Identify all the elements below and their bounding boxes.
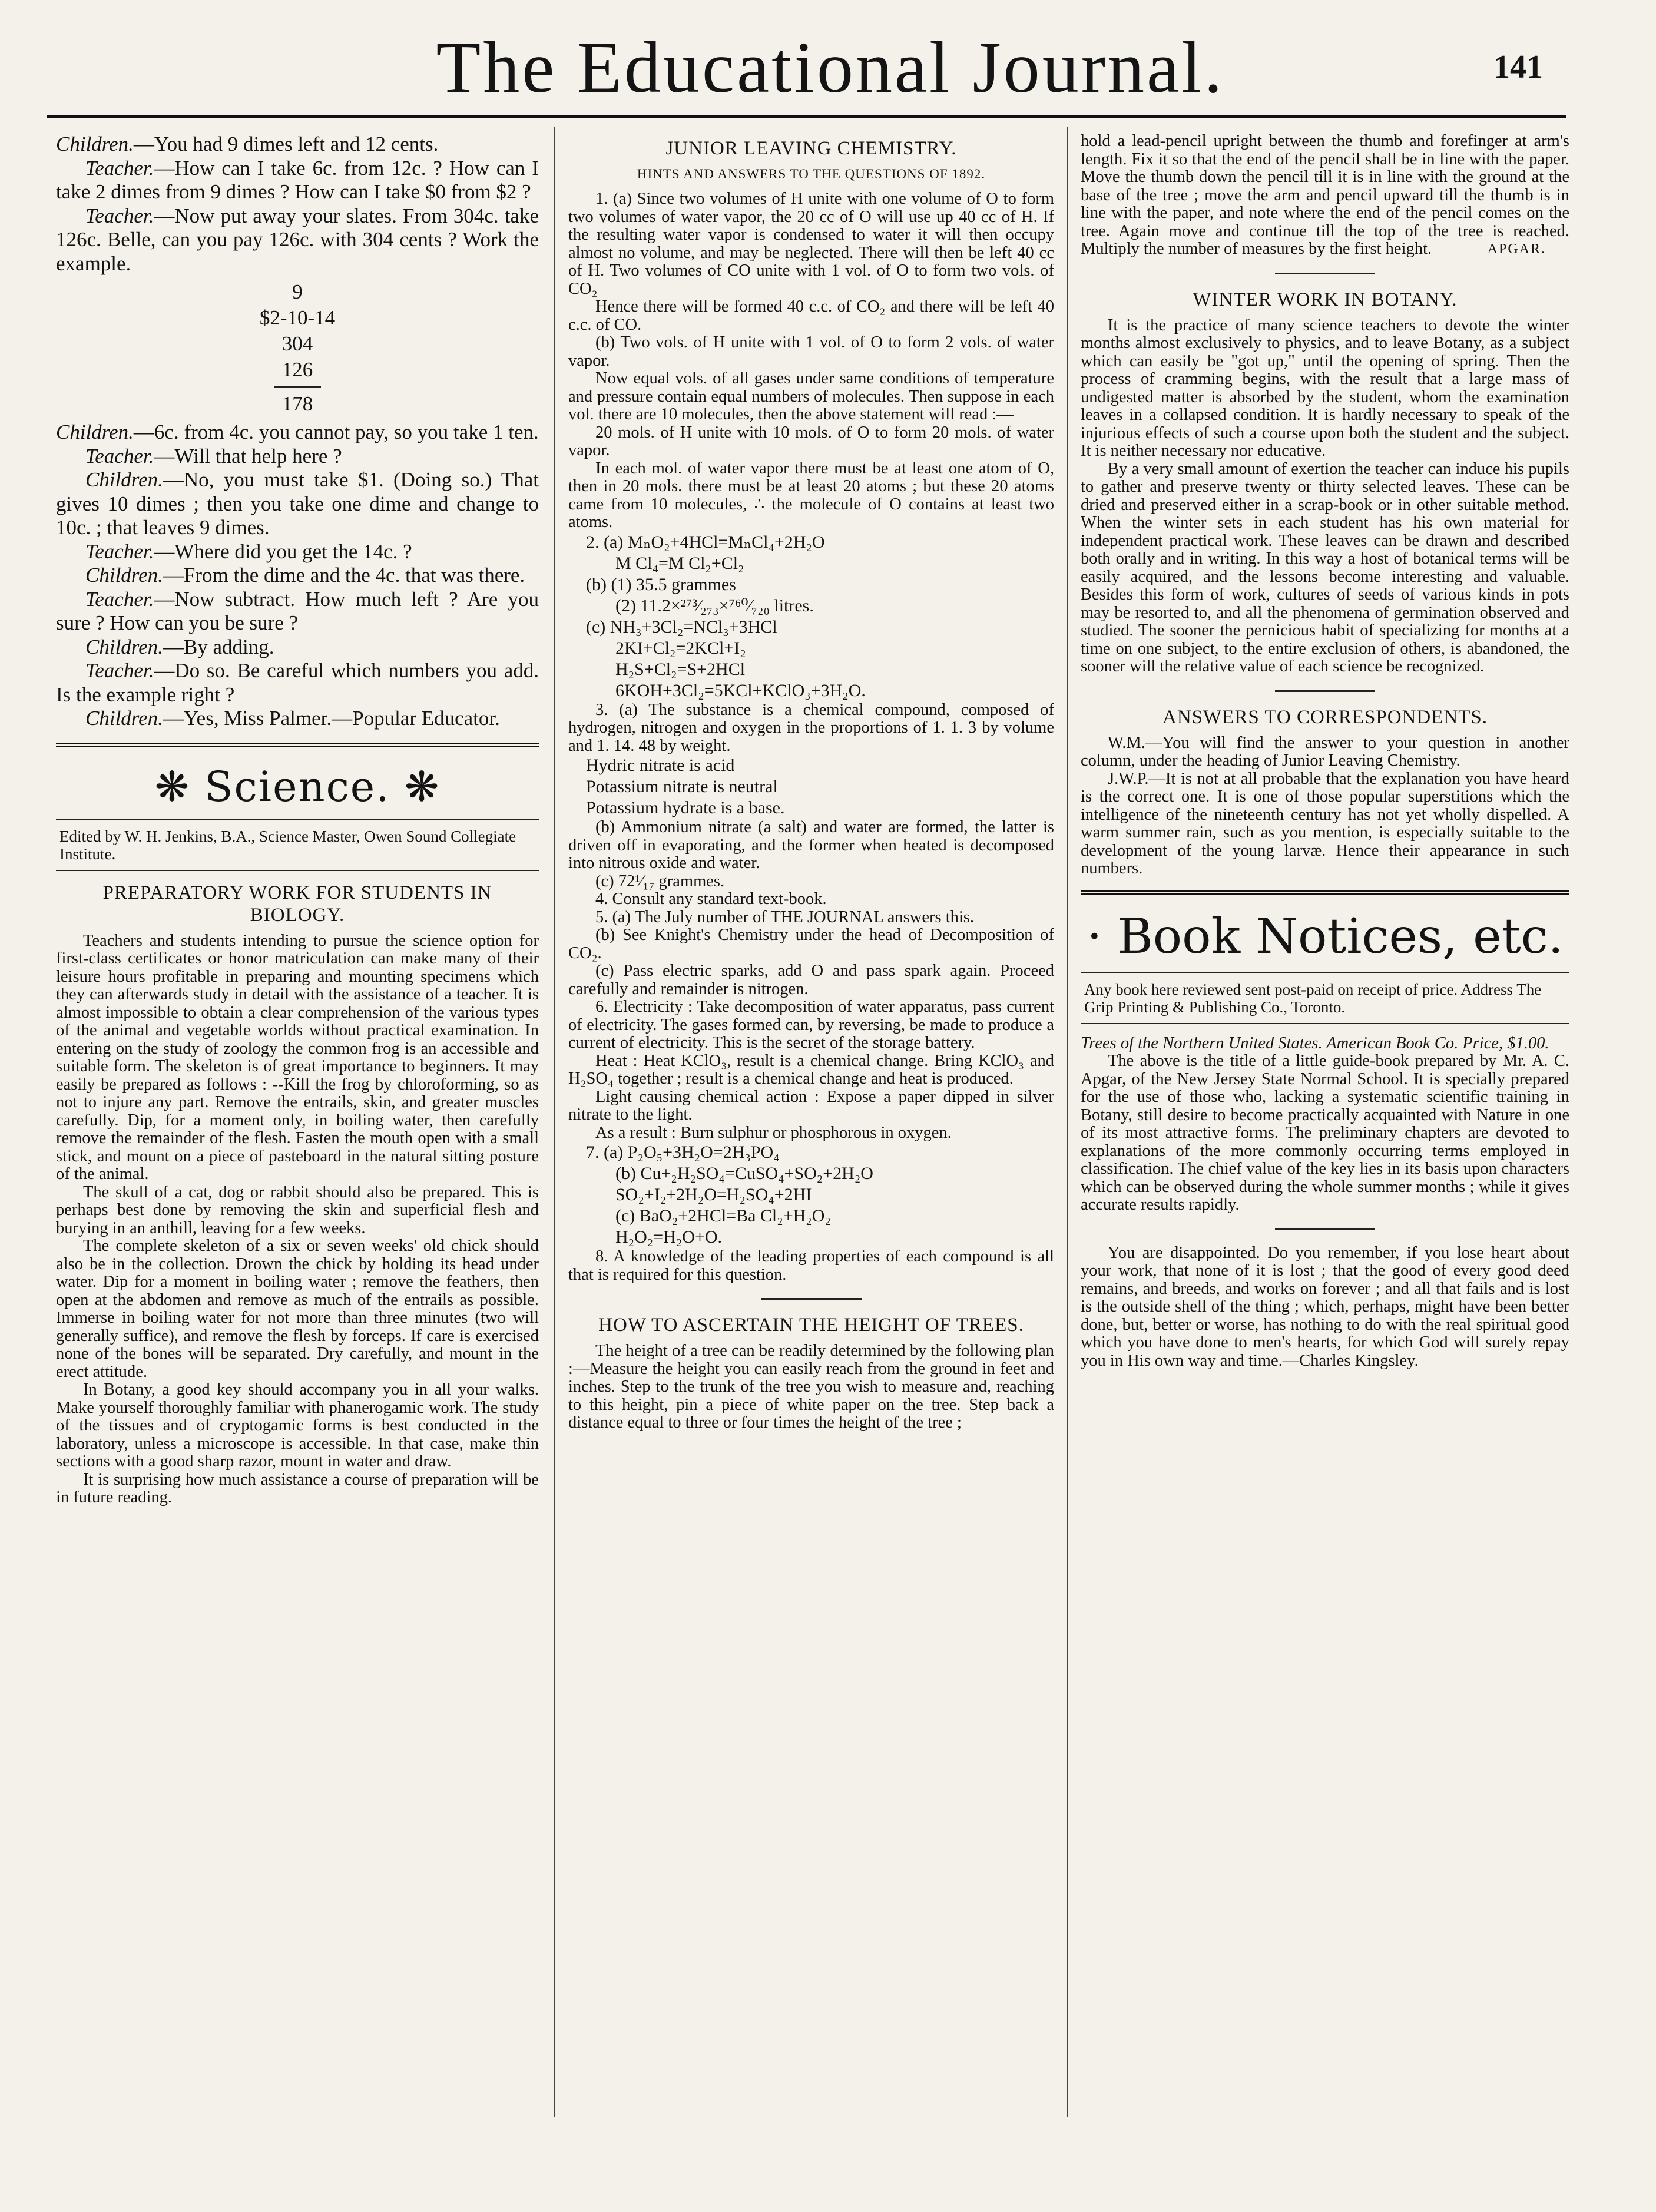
arithmetic-dialogue	[56, 133, 539, 276]
quote-block	[1081, 1244, 1569, 1370]
quote: You are disappointed. Do you remember, if you lose heart about your work, that none of it is lost ; that the good of every good deed remains, and breeds, and works on forever ; and all that fails and is lost is the outside shell of the thing ; which, perhaps, might have been better done, but, better or worse, has nothing to do with the real spiritual good which you have done to men's hearts, for which God will surely repay you in His own way and time.—Charles Kingsley.	[1081, 1243, 1569, 1370]
divider	[761, 1298, 862, 1300]
article-title: ANSWERS TO CORRESPONDENTS.	[1162, 706, 1488, 728]
paragraph: Light causing chemical action : Expose a paper dipped in silver nitrate to the light.	[568, 1087, 1054, 1124]
paragraph: It is the practice of many science teachers to devote the winter months almost exclusively to physics, and to leave Botany, as a subject which can easily be "got up," until the opening of spring. Then the process of cramming begins, with the result that a large mass of undigested matter is absorbed by the student, whom the examination leaves in a collapsed condition. It is hardly necessary to speak of the injurious effects of such a course upon both the student and the subject. It is neither necessary nor educative.	[1081, 316, 1569, 460]
paragraph: It is surprising how much assistance a course of preparation will be in future reading.	[56, 1470, 539, 1506]
trees-article-continued	[1081, 133, 1569, 259]
dialogue-line: Teacher.—Where did you get the 14c. ?	[85, 539, 412, 563]
equation: (b) (1) 35.5 grammes	[586, 574, 736, 594]
biology-article	[56, 932, 539, 1507]
equation: (c) BaO₂+2HCl=Ba Cl₂+H₂O₂	[615, 1206, 831, 1226]
science-section-header: ❋ Science. ❋	[154, 762, 441, 811]
botany-article	[1081, 317, 1569, 676]
paragraph: (b) Two vols. of H unite with 1 vol. of O to form 2 vols. of water vapor.	[568, 333, 1054, 370]
dialogue-line: Children.—You had 9 dimes left and 12 cents.	[56, 133, 439, 155]
dialogue-line: Teacher.—Will that help here ?	[85, 444, 342, 468]
paragraph: In each mol. of water vapor there must be at least one atom of O, then in 20 mols. there must be at least 20 atoms ; but these 20 atoms came from 10 molecules, ∴ the molecule of O contains at least two atoms.	[568, 459, 1054, 531]
paragraph: 6. Electricity : Take decomposition of water apparatus, pass current of electricity. The gases formed can, by reversing, be made to produce a current of electricity. This is the secret of the storage battery.	[568, 998, 1054, 1052]
equation: M Cl₄=M Cl₂+Cl₂	[615, 553, 744, 573]
dialogue-line: Teacher.—Now put away your slates. From 304c. take 126c. Belle, can you pay 126c. with 304 cents ? Work the example.	[56, 204, 539, 275]
divider	[1275, 1228, 1375, 1230]
book-notices-header: · Book Notices, etc.	[1087, 908, 1564, 965]
dialogue-line: Teacher.—Do so. Be careful which numbers you add. Is the example right ?	[56, 659, 539, 706]
paragraph: The complete skeleton of a six or seven weeks' old chick should also be in the collection. Drown the chick by holding its head under water. Dip for a moment in boiling water ; remove the feathers, then open at the abdomen and remove as much of the entrails as possible. Immerse in boiling water for not more than three minutes (two will generally suffice), and remove the flesh by forceps. If care is exercised none of the bones will be separated. Dry carefully, and mount in the erect attitude.	[56, 1237, 539, 1381]
article-title: HOW TO ASCERTAIN THE HEIGHT OF TREES.	[598, 1314, 1024, 1336]
journal-title: The Educational Journal.	[436, 27, 1225, 108]
paragraph: (b) Ammonium nitrate (a salt) and water are formed, the latter is driven off in evaporating, and the former when heated is decomposed into nitrous oxide and water.	[568, 818, 1054, 872]
paragraph: Hydric nitrate is acid	[586, 756, 735, 775]
equation: 2. (a) MₙO₂+4HCl=MₙCl₄+2H₂O	[586, 532, 825, 552]
dialogue-line: Children.—Yes, Miss Palmer.—Popular Educator.	[85, 707, 500, 730]
paragraph: Potassium hydrate is a base.	[586, 798, 785, 817]
dialogue-line: Children.—No, you must take $1. (Doing so.) That gives 10 dimes ; then you take one dime and change to 10c. ; that leaves 9 dimes.	[56, 468, 539, 539]
paragraph: 1. (a) Since two volumes of H unite with one volume of O to form two volumes of water vapor, the 20 cc of O will use up 40 cc of H. If the resulting water vapor is condensed to water it will then occupy almost no volume, and may be neglected. There will then be left 40 cc of H. Two volumes of CO unite with 1 vol. of O to form two vols. of CO₂	[568, 190, 1054, 298]
dialogue-line: Teacher.—Now subtract. How much left ? Are you sure ? How can you be sure ?	[56, 587, 539, 634]
column-1	[56, 133, 539, 1507]
arithmetic-dialogue-continued	[56, 420, 539, 731]
dialogue-line: Teacher.—How can I take 6c. from 12c. ? How can I take 2 dimes from 9 dimes ? How can I take $0 from $2 ?	[56, 156, 539, 203]
paragraph: J.W.P.—It is not at all probable that the explanation you have heard is the correct one. It is one of those popular superstitions which the intelligence of the nineteenth century has not yet wholly dispelled. A warm summer rain, such as you mention, is especially suitable to the development of the young larvæ. Hence their appearance in such numbers.	[1081, 769, 1569, 877]
column-3	[1081, 133, 1569, 1370]
divider	[1275, 690, 1375, 692]
article-title: WINTER WORK IN BOTANY.	[1193, 289, 1458, 310]
header-rule	[47, 115, 1566, 118]
chemistry-article	[568, 190, 1054, 1284]
paragraph: 20 mols. of H unite with 10 mols. of O to form 20 mols. of water vapor.	[568, 423, 1054, 459]
subtraction-example: 9 $2-10-14 304 126 178	[259, 280, 336, 415]
paragraph: Now equal vols. of all gases under same conditions of temperature and pressure contain equal numbers of molecules. Then suppose in each vol. there are 10 molecules, then the above statement will read :—	[568, 369, 1054, 423]
equation: (2) 11.2×²⁷³⁄₂₇₃×⁷⁶⁰⁄₇₂₀ litres.	[615, 595, 814, 615]
book-title: Trees of the Northern United States. American Book Co. Price, $1.00.	[1081, 1034, 1549, 1052]
equation: 2KI+Cl₂=2KCl+I₂	[615, 638, 746, 658]
paragraph: By a very small amount of exertion the teacher can induce his pupils to gather and preserve twenty or thirty selected leaves. These can be dried and preserved either in a scrap-book or in other suitable method. When the winter sets in each student has his own material for independent practical work. These leaves can be drawn and described both orally and in writing. In this way a host of botanical terms will be easily acquired, and the lessons become interesting and valuable. Besides this form of work, cultures of seeds of various kinds in pots may be resorted to, and all the phenomena of germination observed and studied. The sooner the pernicious habit of specializing for months at a time on one subject, to the entire exclusion of others, is abandoned, the sooner will the relative value of each science be recognized.	[1081, 459, 1569, 675]
equation: 6KOH+3Cl₂=5KCl+KClO₃+3H₂O.	[615, 680, 866, 700]
paragraph: The above is the title of a little guide-book prepared by Mr. A. C. Apgar, of the New Jersey State Normal School. It is specially prepared for the use of those who, lacking a systematic scientific training in Botany, still desire to become practically acquainted with Nature in one of its most attractive forms. The preliminary chapters are devoted to explanations of the more commonly occurring terms employed in classification. The chief value of the key lies in its basis upon characters which can be observed during the whole summer months ; while it gives accurate results rapidly.	[1081, 1052, 1569, 1214]
author-signature: APGAR.	[1487, 241, 1546, 257]
dialogue-line: Children.—By adding.	[85, 635, 274, 658]
trees-article	[568, 1342, 1054, 1432]
paragraph: (c) 72¹⁄₁₇ grammes.	[595, 872, 725, 890]
paragraph: (b) See Knight's Chemistry under the head of Decomposition of CO₂.	[568, 926, 1054, 962]
column-2	[568, 133, 1054, 1432]
equation: H₂S+Cl₂=S+2HCl	[615, 659, 746, 679]
column-divider	[1067, 127, 1068, 2117]
paragraph: Potassium nitrate is neutral	[586, 777, 778, 796]
book-review	[1081, 1035, 1569, 1214]
divider	[1275, 273, 1375, 274]
article-subtitle: HINTS AND ANSWERS TO THE QUESTIONS OF 1892.	[637, 167, 986, 181]
equation: H₂O₂=H₂O+O.	[615, 1227, 723, 1247]
paragraph: hold a lead-pencil upright between the thumb and forefinger at arm's length. Fix it so that the end of the pencil shall be in line with the paper. Move the thumb down the pencil till it is in line with the ground at the base of the tree ; move the arm and pencil upward till the thumb is in line with the paper, and note where the end of the pencil comes on the tree. Again move and continue till the top of the tree is reached. Multiply the number of measures by the first height. APGAR.	[1081, 132, 1569, 258]
page-number: 141	[1493, 49, 1543, 85]
paragraph: (c) Pass electric sparks, add O and pass spark again. Proceed carefully and remainder is nitrogen.	[568, 962, 1054, 998]
paragraph: 8. A knowledge of the leading properties of each compound is all that is required for this question.	[568, 1247, 1054, 1284]
article-title: PREPARATORY WORK FOR STUDENTS IN BIOLOGY.	[102, 882, 492, 926]
equation: 7. (a) P₂O₅+3H₂O=2H₃PO₄	[586, 1143, 780, 1162]
paragraph: The height of a tree can be readily determined by the following plan :—Measure the height you can easily reach from the ground in feet and inches. Step to the trunk of the tree you wish to measure and, reaching to this height, pin a piece of white paper on the tree. Step back a distance equal to three or four times the height of the tree ;	[568, 1342, 1054, 1432]
paragraph: 3. (a) The substance is a chemical compound, composed of hydrogen, nitrogen and oxygen in the proportions of 1. 1. 3 by volume and 1. 14. 48 by weight.	[568, 700, 1054, 755]
paragraph: The skull of a cat, dog or rabbit should also be prepared. This is perhaps best done by removing the skin and superficial flesh and burying in an anthill, leaving for a few weeks.	[56, 1183, 539, 1237]
paragraph: W.M.—You will find the answer to your question in another column, under the heading of Junior Leaving Chemistry.	[1081, 733, 1569, 770]
paragraph: 5. (a) The July number of THE JOURNAL answers this.	[595, 908, 975, 926]
article-title: JUNIOR LEAVING CHEMISTRY.	[665, 138, 957, 159]
paragraph: Teachers and students intending to pursue the science option for first-class certificates or honor matriculation can make many of their leisure hours profitable in preparing and mounting specimens which they can afterwards study in detail with the assistance of a teacher. It is almost impossible to obtain a clear comprehension of the various types of the animal and vegetable worlds without practical examination. In entering on the study of zoology the common frog is an accessible and suitable form. The skeleton is of great importance to beginners. It may easily be prepared as follows : --Kill the frog by chloroforming, so as not to injure any part. Remove the entrails, skin, and greater muscles carefully. Dip, for a moment only, in boiling water, then carefully remove the remainder of the flesh. Fasten the mouth open with a small stick, and mount on a piece of pasteboard in the natural sitting posture of the animal.	[56, 931, 539, 1183]
equation: (c) NH₃+3Cl₂=NCl₃+3HCl	[586, 617, 777, 637]
equation: SO₂+I₂+2H₂O=H₂SO₄+2HI	[615, 1185, 812, 1204]
paragraph: 4. Consult any standard text-book.	[595, 890, 827, 908]
section-rule	[1081, 890, 1569, 897]
dialogue-line: Children.—From the dime and the 4c. that was there.	[85, 564, 525, 587]
editor-note: Edited by W. H. Jenkins, B.A., Science Master, Owen Sound Collegiate Institute.	[56, 819, 539, 871]
equation: (b) Cu+₂H₂SO₄=CuSO₄+SO₂+2H₂O	[615, 1164, 873, 1183]
book-notice-address: Any book here reviewed sent post-paid on receipt of price. Address The Grip Printing & Publishing Co., Toronto.	[1081, 972, 1569, 1024]
paragraph: In Botany, a good key should accompany you in all your walks. Make yourself thoroughly familiar with phanerogamic work. The study of the tissues and of cryptogamic forms is best conducted in the laboratory, unless a microscope is accessible. In that case, make thin sections with a good sharp razor, mount in water and draw.	[56, 1380, 539, 1471]
paragraph: Heat : Heat KClO₃, result is a chemical change. Bring KClO₃ and H₂SO₄ together ; result is a chemical change and heat is produced.	[568, 1051, 1054, 1088]
masthead	[53, 24, 1608, 112]
column-divider	[554, 127, 555, 2117]
paragraph: Hence there will be formed 40 c.c. of CO₂ and there will be left 40 c.c. of CO.	[568, 297, 1054, 334]
section-rule	[56, 743, 539, 750]
paragraph: As a result : Burn sulphur or phosphorous in oxygen.	[595, 1123, 952, 1142]
answers-article	[1081, 734, 1569, 878]
dialogue-line: Children.—6c. from 4c. you cannot pay, so you take 1 ten.	[56, 420, 539, 443]
